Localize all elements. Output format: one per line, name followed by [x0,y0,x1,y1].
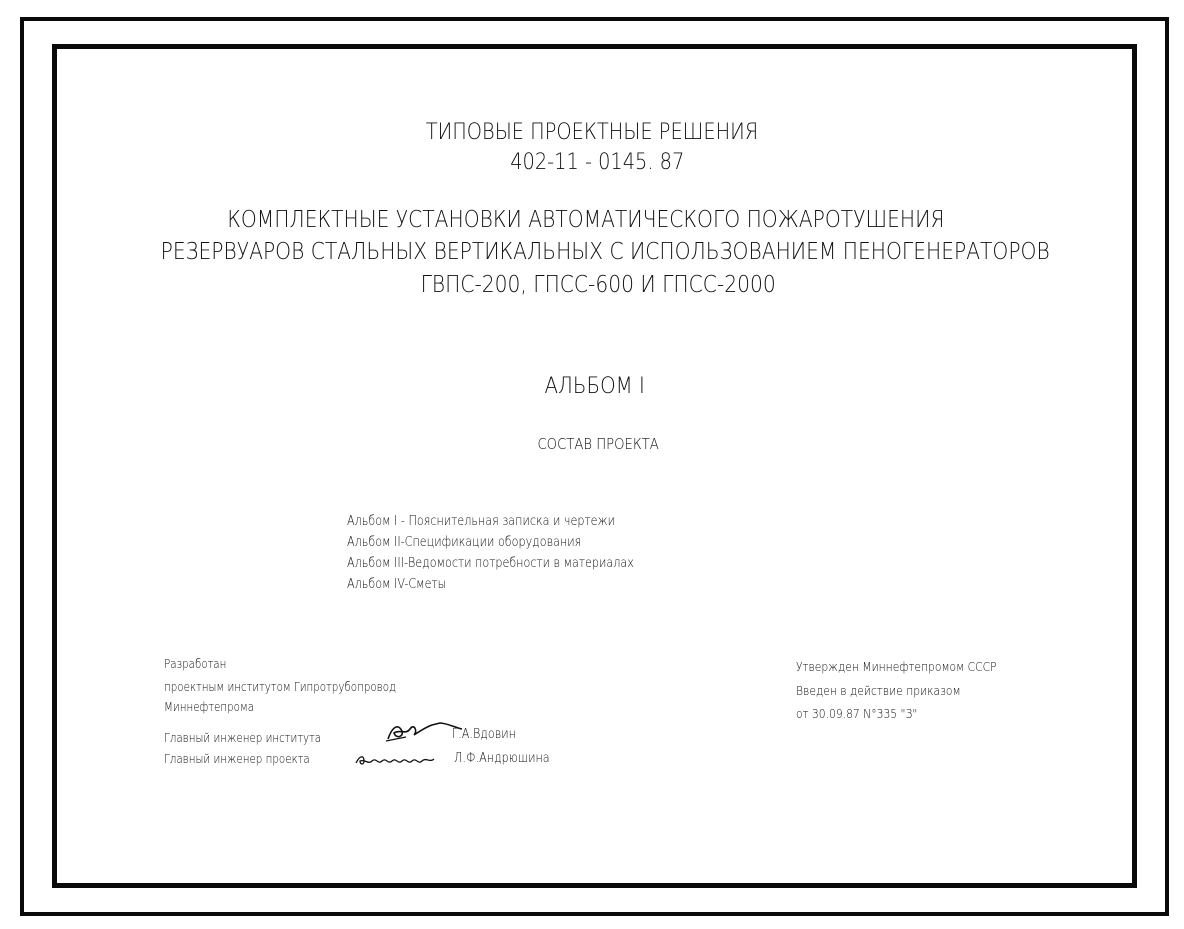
album-list-item: Альбом IV-Сметы [347,577,447,592]
album-list-item: Альбом I - Пояснительная записка и чертежи [347,514,616,529]
signature-project-engineer [354,749,438,771]
signature-chief-engineer [384,717,464,745]
approval-line-2: Введен в действие приказом [796,683,961,698]
title-line-1: КОМПЛЕКТНЫЕ УСТАНОВКИ АВТОМАТИЧЕСКОГО ПОЖАРОТУШЕНИЯ [227,207,945,233]
chief-engineer-name: Г.А.Вдовин [452,727,516,742]
series-heading: ТИПОВЫЕ ПРОЕКТНЫЕ РЕШЕНИЯ [425,120,759,145]
developer-label: Разработан [164,657,227,671]
section-title: СОСТАВ ПРОЕКТА [537,435,659,453]
approval-line-1: Утвержден Миннефтепромом СССР [796,659,997,674]
approval-order: от 30.09.87 N°335 "З" [796,706,918,721]
album-list-item: Альбом II-Спецификации оборудования [347,535,582,550]
chief-engineer-label: Главный инженер института [164,731,322,745]
developer-institute: проектным институтом Гипротрубопровод [164,680,397,694]
developer-ministry: Миннефтепрома [164,700,255,714]
project-engineer-name: Л.Ф.Андрюшина [454,751,550,766]
project-engineer-label: Главный инженер проекта [164,752,310,766]
title-line-3: ГВПС-200, ГПСС-600 И ГПСС-2000 [420,272,776,298]
album-title: АЛЬБОМ I [544,374,645,399]
series-code: 402-11 - 0145. 87 [510,150,685,175]
album-list-item: Альбом III-Ведомости потребности в материалах [347,556,634,571]
title-line-2: РЕЗЕРВУАРОВ СТАЛЬНЫХ ВЕРТИКАЛЬНЫХ С ИСПОЛЬЗОВАНИЕМ ПЕНОГЕНЕРАТОРОВ [160,239,1050,265]
